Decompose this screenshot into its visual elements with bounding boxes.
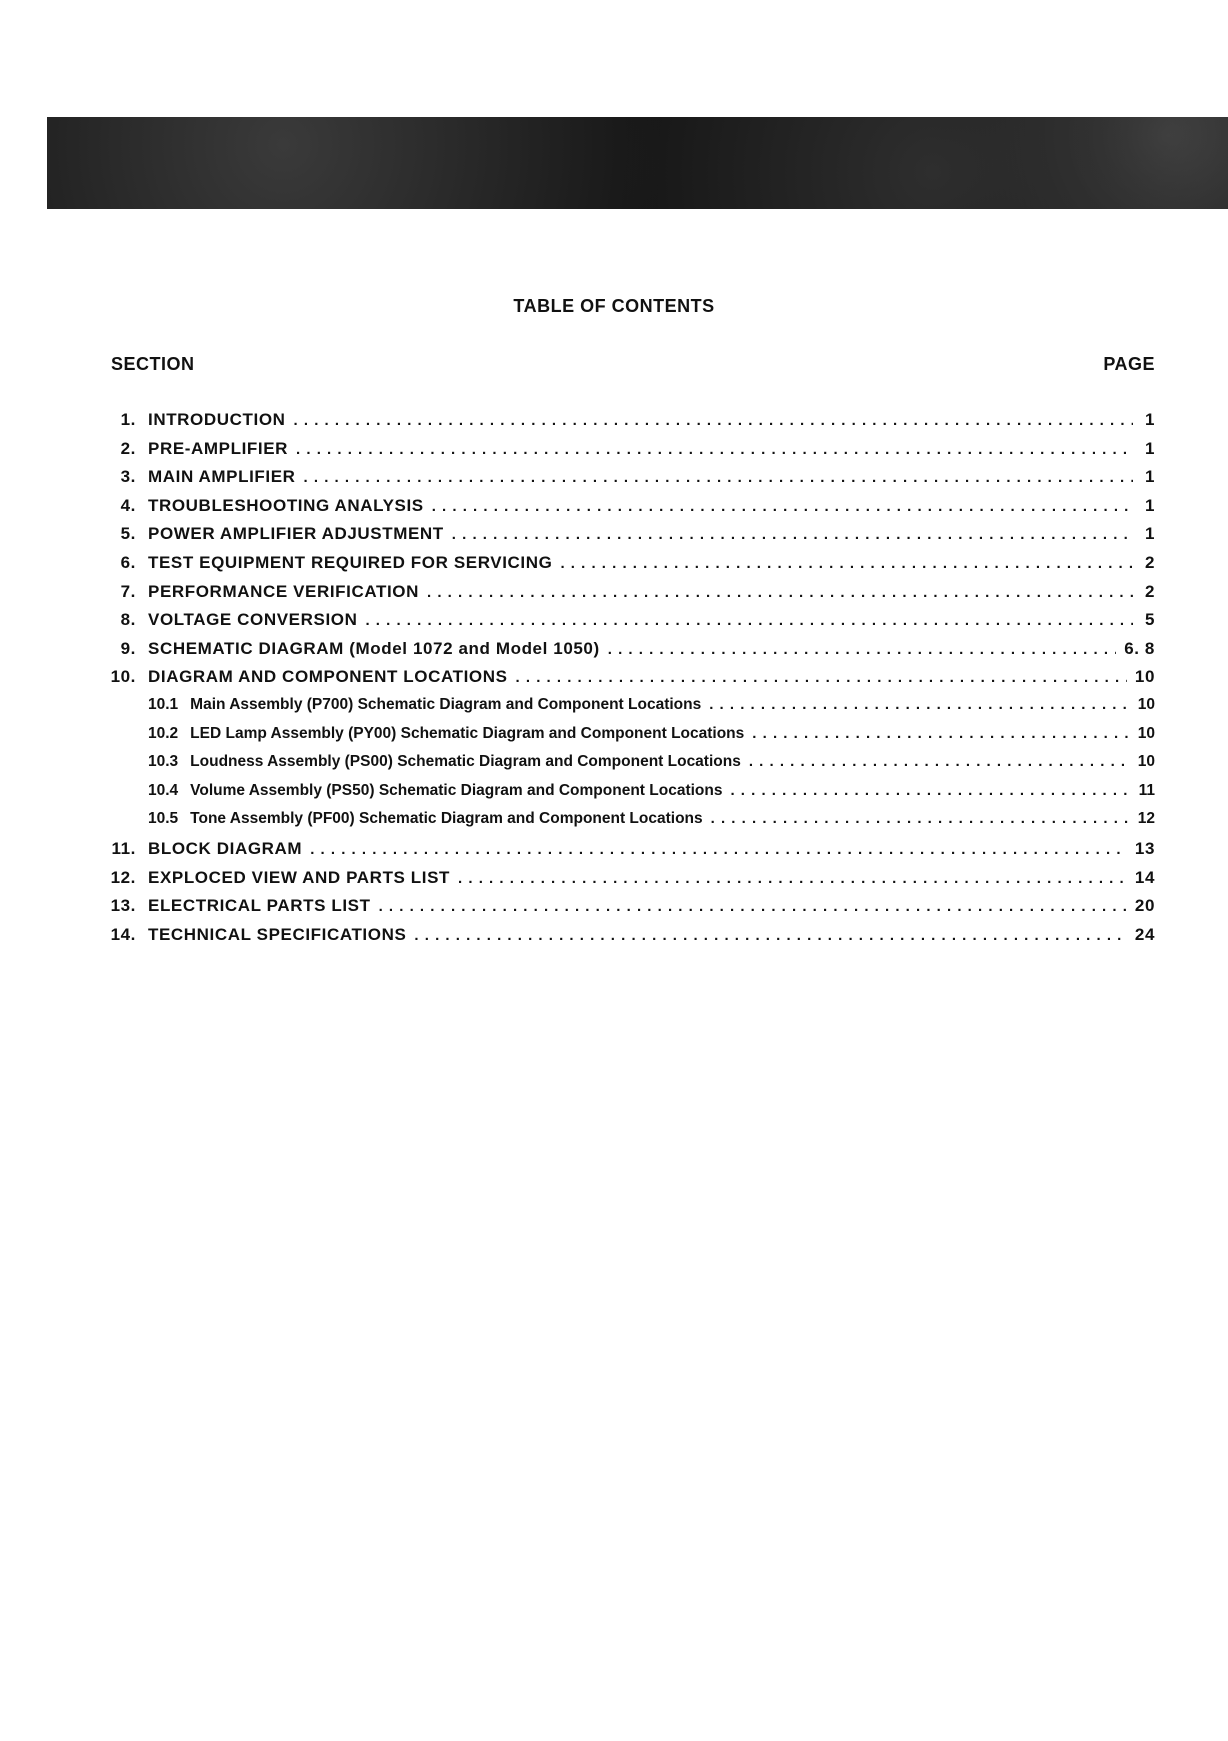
entry-number: 10.3 [148,753,179,771]
entry-title: POWER AMPLIFIER ADJUSTMENT [148,524,444,544]
dot-leader [458,870,1127,887]
entry-page: 2 [1144,552,1155,572]
dot-leader [432,498,1133,515]
toc-subentry [100,782,1155,811]
entry-title: EXPLOCED VIEW AND PARTS LIST [148,867,451,887]
toc-subentry [100,810,1155,839]
entry-page: 10 [1137,753,1155,771]
toc-entry [100,524,1155,553]
toc-entry [100,610,1155,639]
entry-page: 1 [1144,410,1155,429]
toc-entry [100,868,1155,897]
entry-page: 14 [1134,867,1155,887]
dot-leader [452,526,1133,543]
entry-page: 1 [1144,495,1155,515]
entry-title: TECHNICAL SPECIFICATIONS [148,924,407,944]
entry-title: PERFORMANCE VERIFICATION [148,581,419,601]
entry-number: 10.4 [148,781,179,799]
entry-title: DIAGRAM AND COMPONENT LOCATIONS [148,667,508,687]
entry-number: 7. [120,581,136,601]
entry-title: SCHEMATIC DIAGRAM (Model 1072 and Model 1050) [148,638,600,658]
dot-leader [296,441,1133,458]
entry-number: 1. [120,410,136,429]
entry-title: BLOCK DIAGRAM [148,838,303,858]
toc-entry [100,553,1155,582]
entry-page: 5 [1144,610,1155,630]
toc-entry [100,667,1155,696]
entry-page: 11 [1138,781,1155,799]
toc-entry [100,439,1155,468]
dot-leader [752,725,1129,742]
entry-title: VOLTAGE CONVERSION [148,610,358,630]
dot-leader [709,696,1130,713]
entry-number: 13. [110,896,136,916]
section-column-header: SECTION [111,354,195,374]
entry-page: 1 [1144,467,1155,487]
toc-entry [100,896,1155,925]
entry-number: 10.2 [148,724,179,742]
dot-leader [427,584,1133,601]
entry-page: 10 [1137,724,1155,742]
dot-leader [749,753,1130,770]
entry-page: 2 [1144,581,1155,601]
dot-leader [516,669,1127,686]
dot-leader [304,469,1133,486]
toc-entry [100,467,1155,496]
entry-number: 10.1 [148,695,179,713]
toc-subentry [100,753,1155,782]
toc-subentry [100,696,1155,725]
entry-number: 10. [110,667,136,687]
dot-leader [560,555,1133,572]
entry-page: 1 [1144,438,1155,458]
entry-page: 1 [1144,524,1155,544]
entry-title: ELECTRICAL PARTS LIST [148,896,371,916]
entry-title: Loudness Assembly (PS00) Schematic Diagram and Component Locations [190,753,741,771]
entry-number: 8. [120,610,136,630]
dot-leader [608,641,1116,658]
entry-page: 10 [1134,667,1155,687]
toc-list [100,410,1155,953]
entry-number: 14. [110,924,136,944]
toc-subentry [100,725,1155,754]
toc-entry [100,925,1155,954]
entry-page: 13 [1134,838,1155,858]
entry-page: 6. 8 [1124,638,1155,658]
toc-entry [100,410,1155,439]
entry-number: 12. [110,867,136,887]
entry-page: 20 [1134,896,1155,916]
dot-leader [711,810,1130,827]
entry-title: LED Lamp Assembly (PY00) Schematic Diagram and Component Locations [190,724,745,742]
dot-leader [730,782,1130,799]
entry-page: 10 [1137,695,1155,713]
page-column-header: PAGE [1103,354,1155,374]
dot-leader [379,898,1127,915]
entry-page: 24 [1134,924,1155,944]
dot-leader [310,841,1127,858]
entry-title: Volume Assembly (PS50) Schematic Diagram and Component Locations [190,781,723,799]
toc-entry [100,839,1155,868]
header-banner [47,117,1228,209]
page-title: TABLE OF CONTENTS [513,296,715,316]
entry-title: INTRODUCTION [148,410,286,429]
dot-leader [294,412,1133,429]
entry-number: 2. [120,438,136,458]
entry-title: TROUBLESHOOTING ANALYSIS [148,495,424,515]
entry-title: TEST EQUIPMENT REQUIRED FOR SERVICING [148,552,553,572]
dot-leader [365,612,1133,629]
entry-page: 12 [1137,810,1155,828]
entry-number: 9. [120,638,136,658]
entry-number: 3. [120,467,136,487]
entry-number: 5. [120,524,136,544]
entry-title: PRE-AMPLIFIER [148,438,289,458]
entry-number: 4. [120,495,136,515]
dot-leader [414,927,1126,944]
toc-entry [100,496,1155,525]
entry-title: Tone Assembly (PF00) Schematic Diagram and Component Locations [190,810,703,828]
toc-entry [100,582,1155,611]
entry-number: 6. [120,552,136,572]
entry-number: 10.5 [148,810,179,828]
entry-number: 11. [111,838,136,858]
entry-title: MAIN AMPLIFIER [148,467,296,487]
toc-entry [100,639,1155,668]
entry-title: Main Assembly (P700) Schematic Diagram and Component Locations [190,695,702,713]
